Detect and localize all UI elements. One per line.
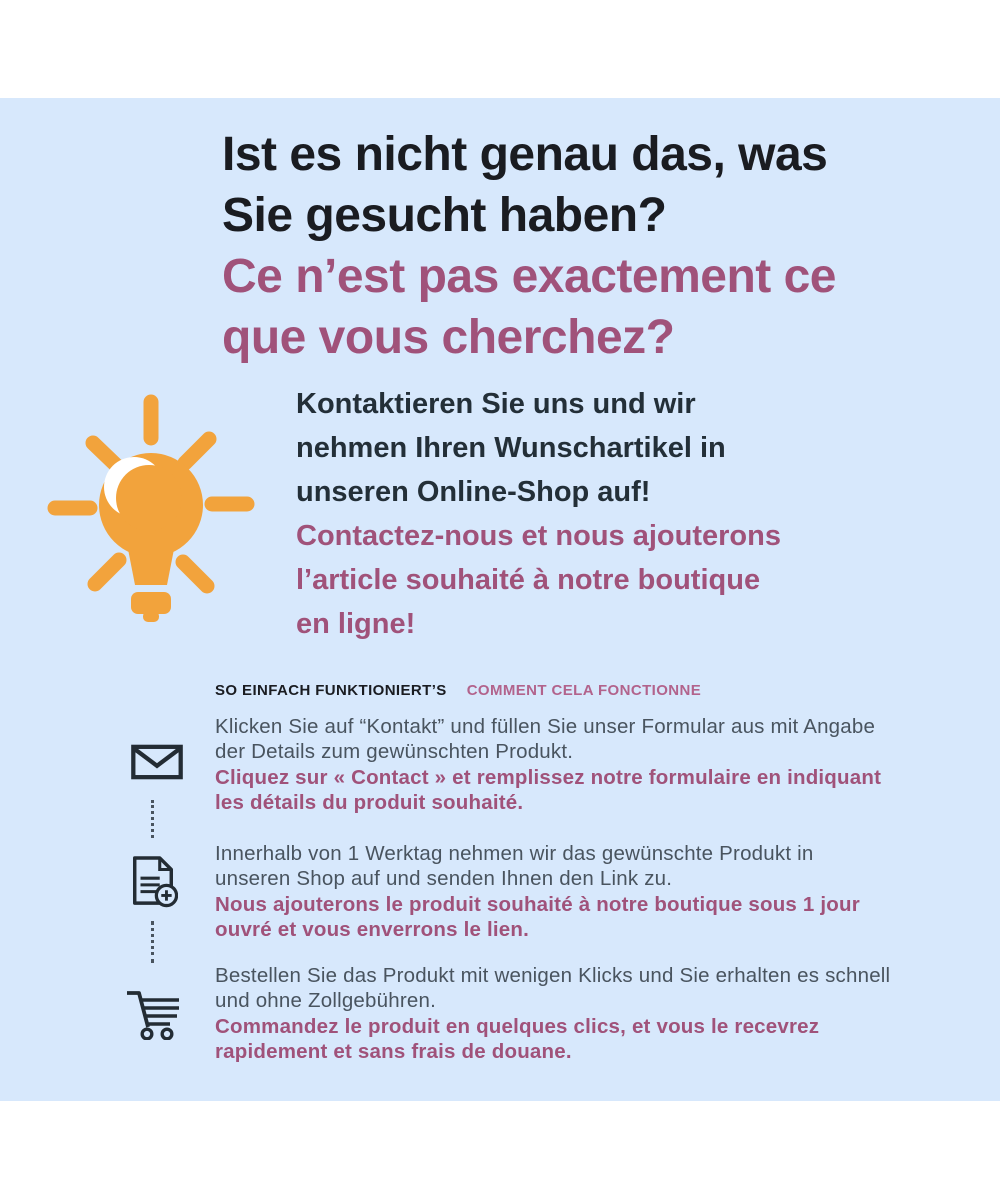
step-order xyxy=(215,963,890,1065)
intro-paragraph xyxy=(296,382,781,646)
how-it-works-label-de: SO EINFACH FUNKTIONIERT’S xyxy=(215,682,447,699)
dotted-connector xyxy=(151,800,154,838)
document-add-icon xyxy=(128,855,178,909)
step-de-line: Bestellen Sie das Produkt mit wenigen Klicks und Sie erhalten es schnell xyxy=(215,964,891,987)
intro-fr-line: Contactez-nous et nous ajouterons xyxy=(296,520,781,552)
headline xyxy=(222,124,836,368)
envelope-icon xyxy=(130,744,184,780)
step-de-line: und ohne Zollgebühren. xyxy=(215,989,436,1013)
lightbulb-icon xyxy=(44,392,258,626)
headline-de-line: Sie gesucht haben? xyxy=(222,189,667,242)
headline-german xyxy=(222,124,836,246)
intro-fr-line: en ligne! xyxy=(296,608,416,640)
envelope-graphic xyxy=(130,744,184,780)
step-de-line: unseren Shop auf und senden Ihnen den Link zu. xyxy=(215,867,673,891)
intro-de-line: unseren Online-Shop auf! xyxy=(296,476,651,508)
intro-french xyxy=(296,514,781,646)
lightbulb-graphic xyxy=(44,392,258,626)
how-it-works-label xyxy=(215,682,701,699)
step-fr-line: Nous ajouterons le produit souhaité à notre boutique sous 1 jour xyxy=(215,892,860,916)
how-it-works-label-fr: COMMENT CELA FONCTIONNE xyxy=(466,682,702,699)
step-fr-line: ouvré et vous enverrons le lien. xyxy=(215,918,530,942)
step-fr-line: les détails du produit souhaité. xyxy=(215,791,524,815)
dotted-connector xyxy=(151,921,154,963)
document-add-graphic xyxy=(128,855,178,909)
cart-icon xyxy=(122,986,182,1040)
intro-german xyxy=(296,382,781,514)
intro-de-line: nehmen Ihren Wunschartikel in xyxy=(296,432,726,464)
cart-graphic xyxy=(122,986,182,1040)
step-fr-line: Cliquez sur « Contact » et remplissez notre formulaire en indiquant xyxy=(215,765,882,789)
step-de-line: Innerhalb von 1 Werktag nehmen wir das gewünschte Produkt in xyxy=(215,842,814,865)
headline-de-line: Ist es nicht genau das, was xyxy=(222,128,828,181)
step-fr-line: Commandez le produit en quelques clics, et vous le recevrez xyxy=(215,1014,820,1038)
step-contact xyxy=(215,714,881,816)
step-de-line: Klicken Sie auf “Kontakt” und füllen Sie unser Formular aus mit Angabe xyxy=(215,715,876,738)
intro-de-line: Kontaktieren Sie uns und wir xyxy=(296,388,696,420)
headline-fr-line: que vous cherchez? xyxy=(222,311,675,364)
step-add-product xyxy=(215,841,860,943)
step-de-line: der Details zum gewünschten Produkt. xyxy=(215,740,574,764)
headline-fr-line: Ce n’est pas exactement ce xyxy=(222,250,836,303)
step-fr-line: rapidement et sans frais de douane. xyxy=(215,1040,572,1064)
intro-fr-line: l’article souhaité à notre boutique xyxy=(296,564,761,596)
headline-french xyxy=(222,246,836,368)
